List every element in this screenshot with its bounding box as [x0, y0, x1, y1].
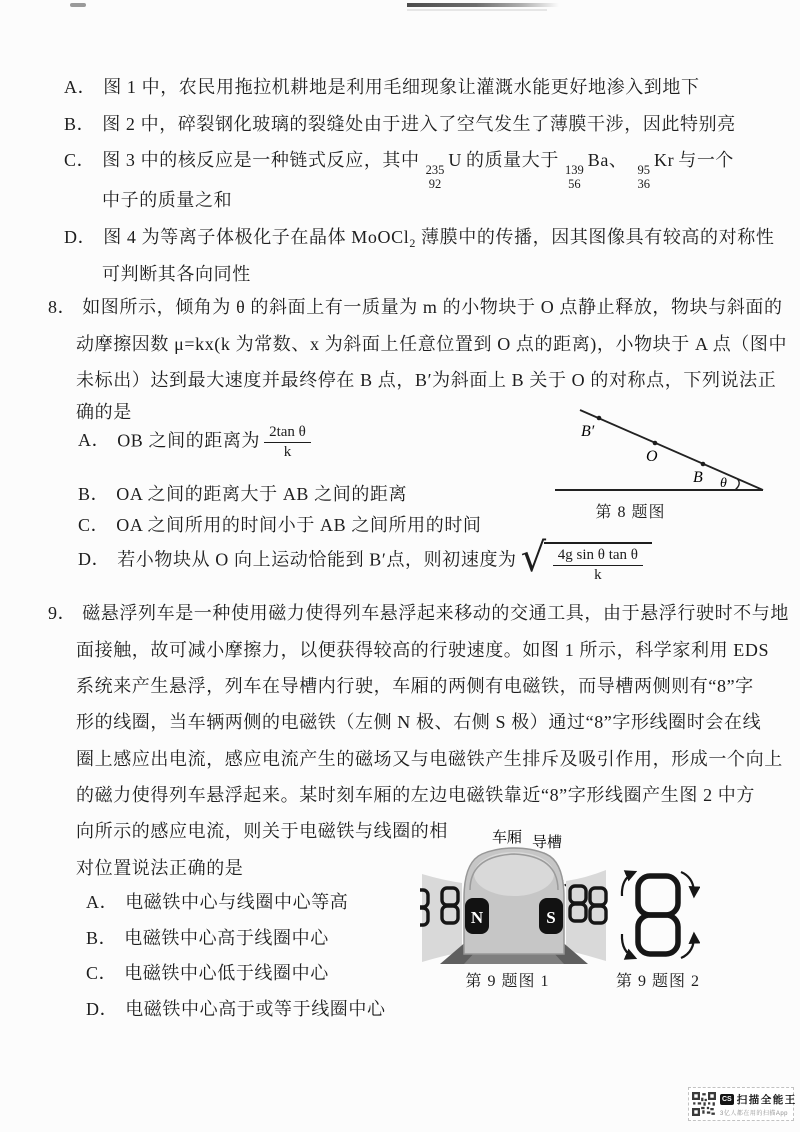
option-text: 薄膜中的传播，因其图像具有较高的对称性	[421, 227, 775, 247]
coil-bottom-loop	[638, 915, 678, 954]
scan-streak-artifact-faint	[407, 9, 547, 11]
stem-text: 确的是	[76, 402, 132, 422]
option-letter: A．	[78, 430, 111, 451]
question-number: 8．	[48, 297, 77, 317]
stem-text: 圈上感应出电流，感应电流产生的磁场又与电磁铁产生排斥及吸引作用，形成一个向上	[76, 749, 783, 769]
label-b-prime: B′	[581, 423, 595, 440]
q8-stem-line4	[76, 400, 132, 424]
element-symbol: Ba、	[587, 150, 628, 170]
q9-stem-line6	[76, 783, 755, 807]
q9-maglev-figure	[420, 828, 608, 966]
q8-figure-caption: 第 8 题图	[595, 504, 666, 521]
q9-option-c	[86, 961, 329, 985]
element-symbol: U	[448, 150, 462, 170]
option-text: 电磁铁中心高于或等于线圈中心	[125, 999, 386, 1019]
option-text: OB 之间的距离为	[117, 430, 261, 451]
q8-stem-line1	[48, 295, 783, 319]
q8-stem-line3	[76, 368, 776, 392]
q8-option-a	[78, 423, 315, 462]
option-letter: B．	[78, 484, 110, 504]
option-text: 图 4 为等离子体极化子在晶体 MoOCl	[103, 227, 410, 247]
q9-stem-line8	[76, 856, 243, 880]
arrow-bottom-right	[681, 934, 694, 958]
q9-stem-line5	[76, 747, 783, 771]
point-b-prime-dot	[597, 416, 602, 421]
q7-option-a	[64, 75, 700, 99]
label-guide-channel: 导槽	[532, 835, 563, 851]
stem-text: 系统来产生悬浮，列车在导槽内行驶，车厢的两侧有电磁铁，而导槽两侧则有“8”字	[76, 676, 754, 696]
q8-stem-line2	[76, 332, 787, 356]
option-text: 的质量大于	[465, 150, 559, 170]
q7-option-c	[64, 148, 734, 191]
option-text: 电磁铁中心高于线圈中心	[124, 928, 329, 948]
point-b-dot	[701, 462, 706, 467]
stem-text: 未标出）达到最大速度并最终停在 B 点，B′为斜面上 B 关于 O 的对称点，下列说法正	[76, 370, 777, 390]
q9-option-d	[86, 997, 386, 1021]
option-letter: B．	[64, 114, 96, 134]
cs-logo: CS	[722, 1095, 732, 1103]
option-text: OA 之间的距离大于 AB 之间的距离	[116, 484, 408, 504]
chem-subscript: 2	[409, 236, 416, 250]
option-letter: C．	[64, 150, 96, 170]
q7-option-c-cont	[102, 188, 232, 212]
option-letter: A．	[86, 892, 119, 912]
q7-option-d	[64, 225, 774, 255]
option-text: 可判断其各向同性	[102, 264, 251, 284]
label-s-pole: S	[546, 908, 556, 927]
label-n-pole: N	[470, 908, 484, 927]
element-symbol: Kr	[654, 150, 675, 170]
q9-stem-line7	[76, 819, 448, 843]
option-text: 图 3 中的核反应是一种链式反应，其中	[102, 150, 420, 170]
badge-title: 扫描全能王	[736, 1093, 797, 1106]
stem-text: 的磁力使得列车悬浮起来。某时刻车厢的左边电磁铁靠近“8”字形线圈产生图 2 中方	[76, 785, 755, 805]
q9-figure2-caption: 第 9 题图 2	[615, 973, 700, 990]
q8-option-b	[78, 482, 407, 506]
option-text: 图 2 中，碎裂钢化玻璃的裂缝处由于进入了空气发生了薄膜干涉，因此特别亮	[102, 114, 736, 134]
arrow-bottom-left	[622, 934, 635, 958]
option-text: 若小物块从 O 向上运动恰能到 B′点，则初速度为	[117, 549, 517, 570]
angle-arc	[735, 479, 739, 490]
q7-option-b	[64, 112, 736, 136]
camscanner-watermark	[688, 1087, 797, 1121]
fraction: $\frac{\text{4g sin θ tan θ}}{k}$	[553, 546, 643, 585]
coil-top-loop	[638, 876, 678, 915]
option-text: OA 之间所用的时间小于 AB 之间所用的时间	[116, 515, 482, 535]
q9-stem-line3	[76, 674, 754, 698]
arrow-top-right	[681, 872, 694, 896]
option-letter: A．	[64, 77, 97, 97]
option-text: 图 1 中，农民用拖拉机耕地是利用毛细现象让灌溉水能更好地渗入到地下	[103, 77, 700, 97]
dome-highlight	[474, 852, 554, 896]
option-text: 电磁铁中心与线圈中心等高	[125, 892, 349, 912]
incline-line	[580, 410, 763, 490]
scan-streak-artifact	[407, 3, 559, 7]
option-letter: D．	[86, 999, 119, 1019]
nuclide-uranium: 235 92	[425, 163, 445, 191]
label-b: B	[693, 469, 703, 486]
q9-stem-line1	[48, 601, 789, 625]
arrow-top-left	[622, 872, 635, 896]
option-text: 中子的质量之和	[102, 190, 233, 210]
q8-incline-figure	[545, 400, 770, 498]
q8-option-d	[78, 535, 652, 585]
qr-code	[692, 1092, 716, 1116]
q9-figure1-caption: 第 9 题图 1	[465, 973, 550, 990]
option-text: 与一个	[678, 150, 735, 170]
label-train-car: 车厢	[492, 830, 523, 846]
point-o-dot	[653, 441, 658, 446]
question-number: 9．	[48, 603, 77, 623]
stem-text: 向所示的感应电流，则关于电磁铁与线圈的相	[76, 821, 448, 841]
option-letter: D．	[78, 549, 111, 570]
stem-text: 面接触，故可减小摩擦力，以便获得较高的行驶速度。如图 1 所示，科学家利用 EDS	[76, 640, 770, 660]
label-theta: θ	[720, 476, 727, 491]
stem-text: 磁悬浮列车是一种使用磁力使得列车悬浮起来移动的交通工具，由于悬浮行驶时不与地	[82, 603, 789, 623]
stem-text: 形的线圈，当车辆两侧的电磁铁（左侧 N 极、右侧 S 极）通过“8”字形线圈时会在线	[76, 712, 762, 732]
badge-subtitle: 3亿人都在用的扫描App	[720, 1110, 789, 1117]
option-text: 电磁铁中心低于线圈中心	[124, 963, 329, 983]
stem-text: 如图所示，倾角为 θ 的斜面上有一质量为 m 的小物块于 O 点静止释放，物块与斜面的	[82, 297, 783, 317]
stem-text: 动摩擦因数 μ=kx(k 为常数、x 为斜面上任意位置到 O 点的距离)，小物块于 A 点（图中	[76, 334, 788, 354]
q9-option-a	[86, 890, 348, 914]
q9-stem-line4	[76, 710, 761, 734]
scan-smudge-artifact	[70, 3, 86, 7]
option-letter: D．	[64, 227, 97, 247]
stem-text: 对位置说法正确的是	[76, 858, 244, 878]
option-letter: C．	[86, 963, 118, 983]
option-letter: B．	[86, 928, 118, 948]
q7-option-d-cont	[102, 262, 251, 286]
nuclide-barium: 139 56	[564, 163, 584, 191]
square-root	[520, 535, 652, 585]
q8-option-c	[78, 513, 482, 537]
q9-stem-line2	[76, 638, 769, 662]
q9-option-b	[86, 926, 329, 950]
radical-sign: √	[520, 535, 547, 581]
fraction: $\frac{\text{2tan θ}}{k}$	[264, 423, 311, 462]
q9-coil-figure	[616, 868, 700, 962]
nuclide-krypton: 95 36	[637, 163, 651, 191]
label-o: O	[646, 448, 658, 465]
option-letter: C．	[78, 515, 110, 535]
